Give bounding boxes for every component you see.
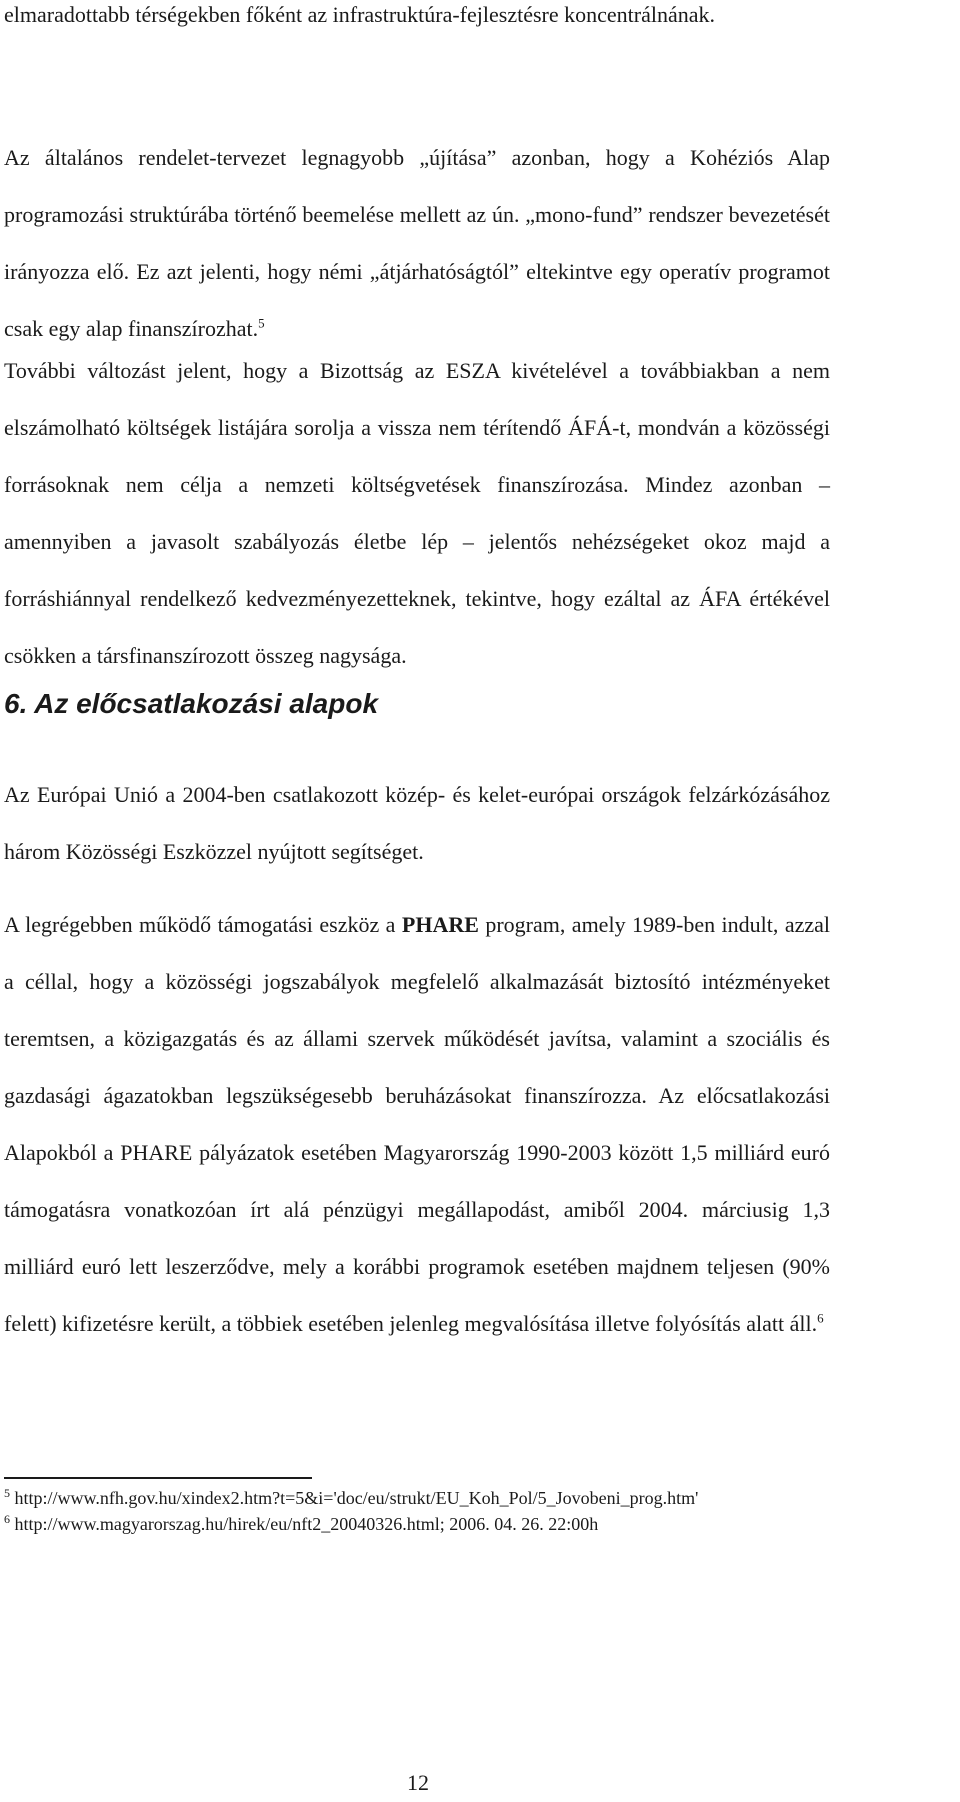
footnote-link[interactable]: http://www.magyarorszag.hu/hirek/eu/nft2_20040326.html; 2006. 04. 26. 22:00h [14, 1514, 599, 1534]
paragraph-eu-instruments [4, 766, 830, 880]
page-number: 12 [407, 1770, 429, 1795]
paragraph-text: Az általános rendelet-tervezet legnagyobb „újítása” azonban, hogy a Kohéziós Alap programozási struktúrába történő beemelése mellett az ún. „mono-fund” rendszer bevezetését irányozza elő. Ez azt jelenti, hogy némi „átjárhatóságtól” eltekintve egy operatív programot csak egy alap finanszírozhat. [4, 145, 830, 341]
footnote-ref-5[interactable]: 5 [258, 315, 265, 331]
paragraph-mono-fund [4, 129, 830, 357]
footnote-link[interactable]: http://www.nfh.gov.hu/xindex2.htm?t=5&i='doc/eu/strukt/EU_Koh_Pol/5_Jovobeni_prog.htm' [14, 1488, 699, 1508]
footnotes [4, 1485, 904, 1537]
footnote-5 [4, 1485, 904, 1511]
footnote-divider [4, 1477, 312, 1479]
paragraph-phare [4, 896, 830, 1352]
paragraph-text: elmaradottabb térségekben főként az infrastruktúra-fejlesztésre koncentrálnának. [4, 2, 715, 27]
paragraph-text-start: A legrégebben működő támogatási eszköz a [4, 912, 402, 937]
footnote-ref-6[interactable]: 6 [817, 1310, 824, 1326]
paragraph-infrastructure [4, 0, 830, 43]
footnote-number: 5 [4, 1486, 10, 1500]
footnote-6 [4, 1511, 904, 1537]
phare-bold-term: PHARE [401, 912, 479, 937]
paragraph-text-rest: program, amely 1989-ben indult, azzal a céllal, hogy a közösségi jogszabályok megfelelő alkalmazását biztosító intézményeket teremtsen, a közigazgatás és az állami szervek működését javítsa, valamint a szociális és gazdasági ágazatokban legszükségesebb beruházásokat finanszírozza. Az előcsatlakozási Alapokból a PHARE pályázatok esetében Magyarország 1990-2003 között 1,5 milliárd euró támogatásra vonatkozóan írt alá pénzügyi megállapodást, amiből 2004. márciusig 1,3 milliárd euró lett leszerződve, mely a korábbi programok esetében majdnem teljesen (90% felett) kifizetésre került, a többiek esetében jelenleg megvalósítása illetve folyósítás alatt áll. [4, 912, 830, 1336]
section-heading: 6. Az előcsatlakozási alapok [4, 688, 379, 719]
paragraph-text: További változást jelent, hogy a Bizottság az ESZA kivételével a továbbiakban a nem elszámolható költségek listájára sorolja a vissza nem térítendő ÁFÁ-t, mondván a közösségi forrásoknak nem célja a nemzeti költségvetések finanszírozása. Mindez azonban – amennyiben a javasolt szabályozás életbe lép – jelentős nehézségeket okoz majd a forráshiánnyal rendelkező kedvezményezetteknek, tekintve, hogy ezáltal az ÁFA értékével csökken a társfinanszírozott összeg nagysága. [4, 358, 830, 668]
footnote-number: 6 [4, 1512, 10, 1526]
paragraph-vat [4, 342, 830, 684]
paragraph-text: Az Európai Unió a 2004-ben csatlakozott közép- és kelet-európai országok felzárkózásához három Közösségi Eszközzel nyújtott segítséget. [4, 782, 830, 864]
